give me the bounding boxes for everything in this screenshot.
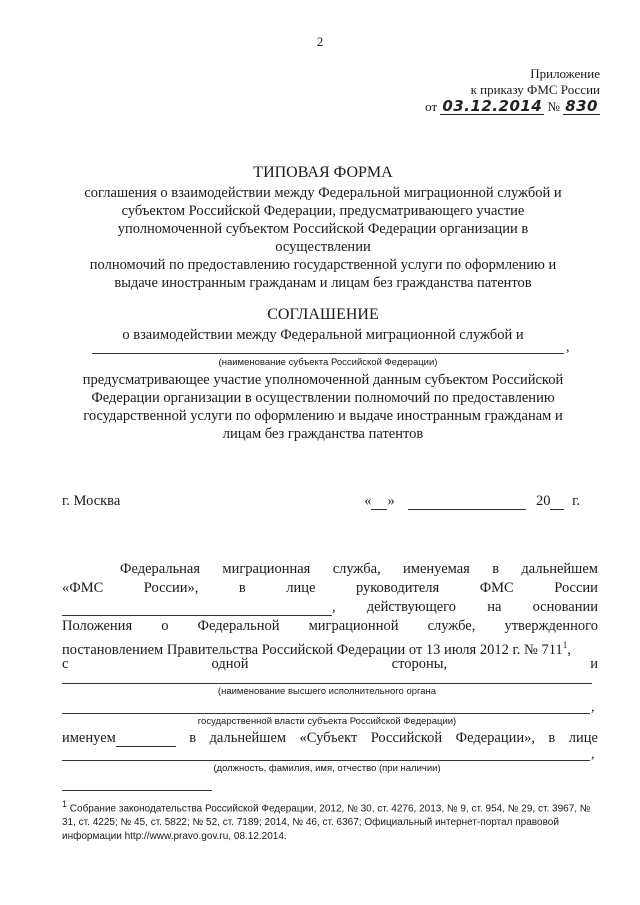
subject-name-caption: (наименование субъекта Российской Федерации) <box>218 357 438 368</box>
form-subtitle-line: полномочий по предоставлению государственной услуги по оформлению и <box>89 257 557 273</box>
form-subtitle <box>78 184 568 292</box>
form-title: ТИПОВАЯ ФОРМА <box>253 164 393 181</box>
from-label: от <box>425 99 438 114</box>
body-row-5: постановлением Правительства Российской Федерации от 13 июля 2012 г. № $711^1$, <box>62 640 571 658</box>
agreement-date: « » 20 г. <box>364 493 580 509</box>
agreement-description <box>78 371 568 443</box>
form-subtitle-line: уполномоченной субъектом Российской Федерации организации в осуществлении <box>117 221 529 255</box>
director-name-field: , <box>62 598 336 616</box>
executive-body-caption: (наименование высшего исполнительного органа <box>217 686 437 697</box>
named-field: именуем <box>62 729 176 747</box>
place-date-row <box>62 493 580 510</box>
form-subtitle-line: субъектом Российской Федерации, предусматривающего участие <box>121 203 525 219</box>
body-row-4: Положения о Федеральной миграционной службе, утвержденного <box>62 618 598 634</box>
agreement-description-line: предусматривающее участие уполномоченной данным субъектом Российской <box>82 372 564 388</box>
city: г. Москва <box>62 493 121 509</box>
body-row-6: с одной стороны, и <box>62 656 598 672</box>
body-row-1: Федеральная миграционная служба, именуемая в дальнейшем <box>120 561 598 577</box>
official-name-comma: , <box>591 747 595 762</box>
month-blank <box>408 495 526 510</box>
agreement-subtitle: о взаимодействии между Федеральной миграционной службой и <box>122 327 524 343</box>
annex-block <box>420 66 600 115</box>
agreement-description-line: лицам без гражданства патентов <box>222 426 424 442</box>
day-blank <box>371 495 387 510</box>
official-name-caption: (должность, фамилия, имя, отчество (при наличии) <box>213 763 441 774</box>
year-blank <box>550 495 564 510</box>
handwritten-date: 03.12.2014 <box>442 97 543 115</box>
form-subtitle-line: выдаче иностранным гражданам и лицам без гражданства патентов <box>114 275 532 291</box>
executive-body-line-2 <box>62 713 590 714</box>
subject-name-line <box>92 353 564 354</box>
body-row-2: «ФМС России», в лице руководителя ФМС России <box>62 580 598 596</box>
footnote-divider <box>62 790 212 791</box>
agreement-description-line: государственной услуги по оформлению и выдаче иностранным гражданам и <box>83 408 563 424</box>
agreement-description-line: Федерации организации в осуществлении полномочий по предоставлению <box>91 390 555 406</box>
subject-name-comma: , <box>566 340 570 355</box>
body-row-8: именуем в дальнейшем «Субъект Российской Федерации», в лице <box>62 730 598 746</box>
annex-date-number <box>420 98 600 115</box>
official-name-line <box>62 760 590 761</box>
annex-label: Приложение <box>530 66 600 81</box>
annex-order-ref: к приказу ФМС России <box>470 82 600 97</box>
footnote-text: Собрание законодательства Российской Федерации, 2012, № 30, ст. 4276, 2013, № 9, ст. 954, № 29, ст. 3967, № 31, ст. 4225; № 45, ст. 5822; № 52, ст. 7189; 2014, № 46, ст. 6367; Официальный интернет-портал правовой информации http://www.pravo.gov.ru, 08.12.2014. <box>62 803 591 843</box>
form-subtitle-line: соглашения о взаимодействии между Федеральной миграционной службой и <box>84 185 562 201</box>
footnote-ref: 1 <box>562 640 568 650</box>
executive-body-line <box>62 683 592 684</box>
agreement-title: СОГЛАШЕНИЕ <box>267 306 379 323</box>
executive-body-comma: , <box>591 700 595 715</box>
footnote <box>62 797 592 844</box>
footnote-marker: 1 <box>62 799 68 809</box>
body-row-3: , действующего на основании <box>62 598 598 616</box>
executive-body-caption-2: государственной власти субъекта Российской Федерации) <box>197 716 457 727</box>
handwritten-number: 830 <box>565 97 598 115</box>
number-label: № <box>547 99 560 114</box>
page-number: 2 <box>316 34 324 49</box>
